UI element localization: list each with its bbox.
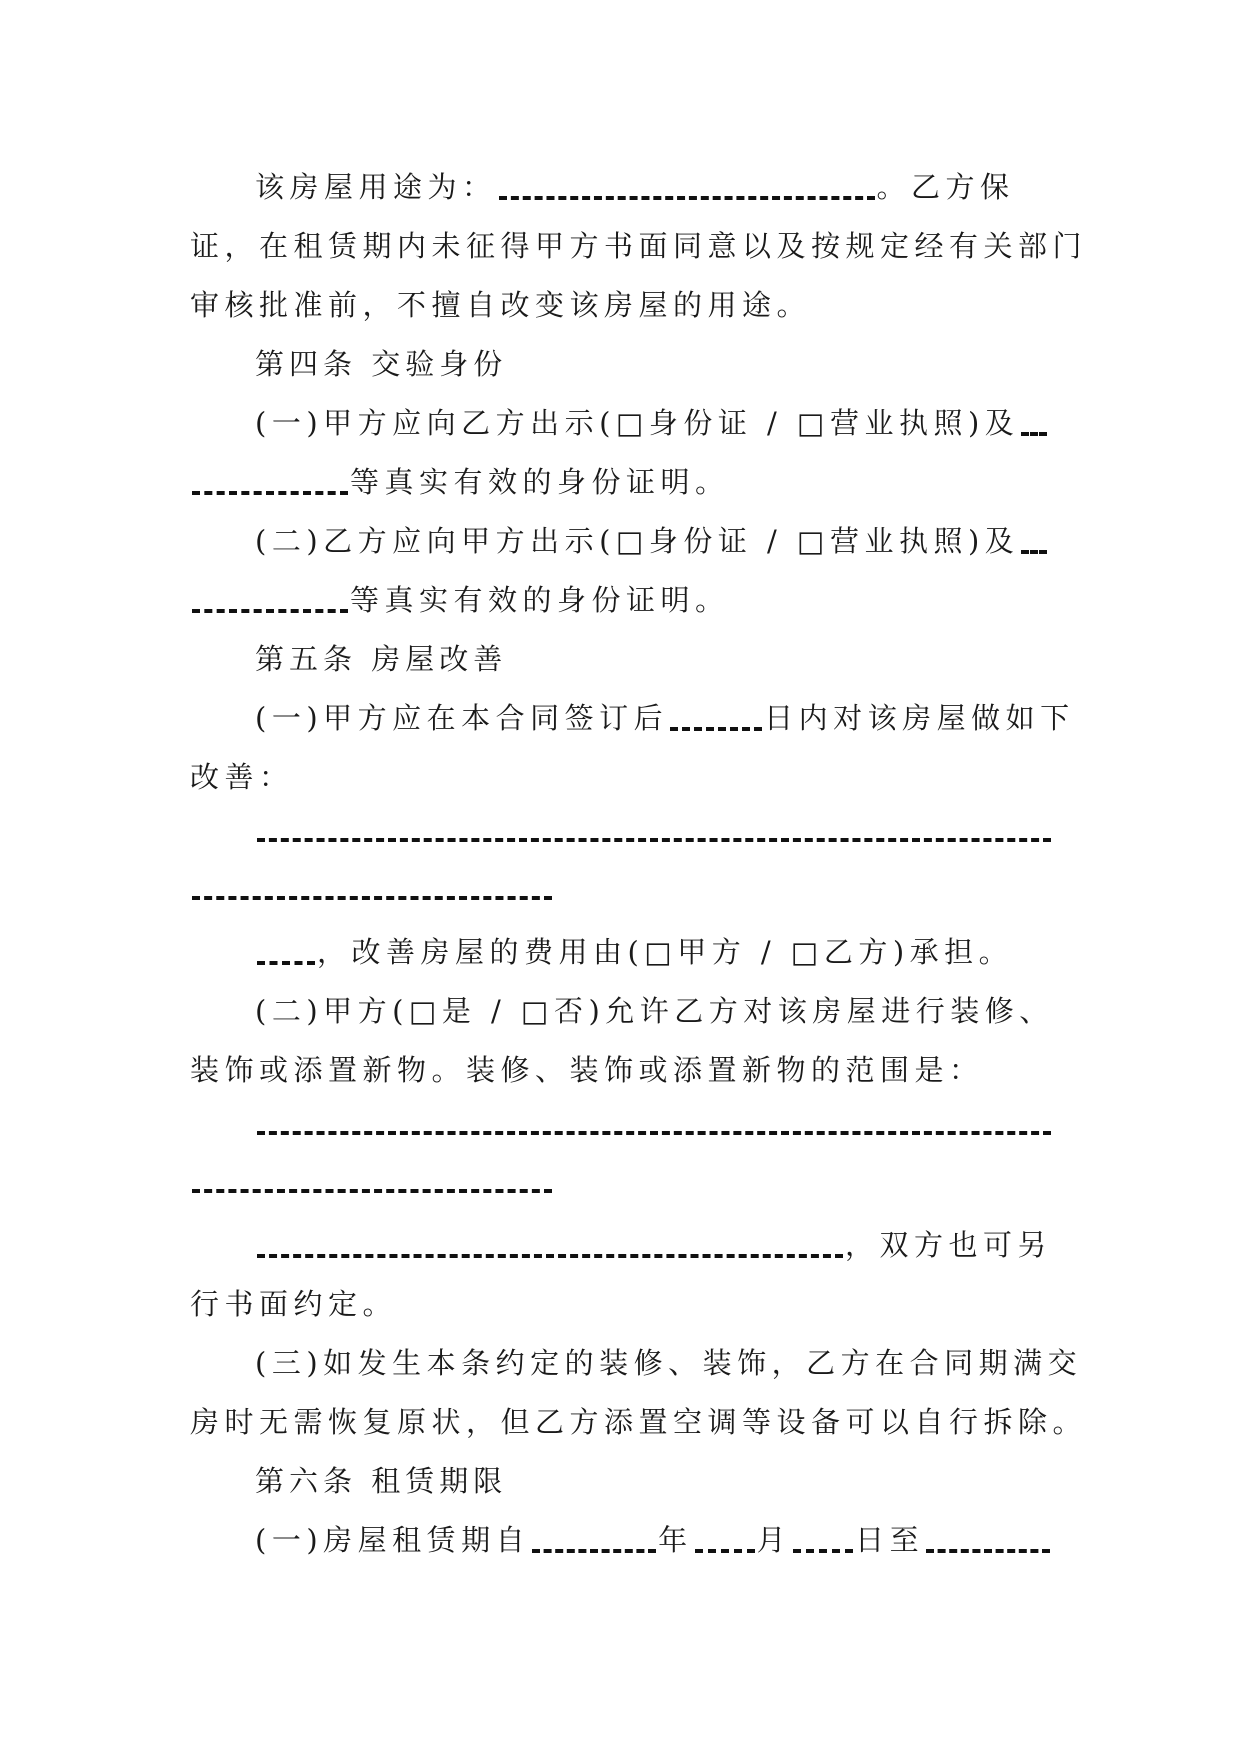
art4-item2-blank-b[interactable] xyxy=(190,580,350,620)
art5-cost-text: ，改善房屋的费用由(□甲方 / □乙方)承担。 xyxy=(317,935,1014,969)
art4-item1-blank-a[interactable] xyxy=(1019,403,1049,443)
art5-item1-line xyxy=(255,698,1075,738)
art5-agree-line xyxy=(255,1225,1052,1265)
art5-days-blank[interactable] xyxy=(668,698,764,738)
art5-item2-line-2: 装饰或添置新物。装修、装饰或添置新物的范围是： xyxy=(190,1053,984,1087)
article-4-title: 第四条 交验身份 xyxy=(255,347,508,381)
day-to-label: 日至 xyxy=(855,1523,925,1557)
art4-item2-tail: 等真实有效的身份证明。 xyxy=(350,583,730,617)
usage-label: 该房屋用途为： xyxy=(255,170,497,204)
year-label: 年 xyxy=(658,1523,693,1557)
art5-item1-text: (一)甲方应在本合同签订后 xyxy=(255,701,669,735)
article-6-title: 第六条 租赁期限 xyxy=(255,1464,508,1498)
art4-item2-line-2 xyxy=(190,580,730,620)
art4-item2-blank-a[interactable] xyxy=(1019,521,1049,561)
art5-item2-line: (二)甲方(□是 / □否)允许乙方对该房屋进行装修、 xyxy=(255,994,1054,1028)
usage-line xyxy=(255,167,1015,207)
improvement-blank-1[interactable] xyxy=(257,838,1051,842)
art6-item1-line xyxy=(255,1520,1052,1560)
start-day-blank[interactable] xyxy=(791,1520,855,1560)
art4-item1-line xyxy=(255,403,1049,443)
art5-item1-line-2: 改善： xyxy=(190,760,294,794)
art5-item1-tail: 日内对该房屋做如下 xyxy=(764,701,1075,735)
improvement-blank-2[interactable] xyxy=(192,896,552,900)
month-label: 月 xyxy=(756,1523,792,1557)
art4-item1-blank-b[interactable] xyxy=(190,462,350,502)
art4-item1-text: (一)甲方应向乙方出示(□身份证 / □营业执照)及 xyxy=(255,406,1020,440)
usage-blank[interactable] xyxy=(497,167,877,207)
art6-item1-text: (一)房屋租赁期自 xyxy=(255,1523,531,1557)
art5-agree-text: ，双方也可另 xyxy=(845,1228,1053,1262)
start-year-blank[interactable] xyxy=(530,1520,658,1560)
decoration-scope-blank-3[interactable] xyxy=(255,1225,845,1265)
art5-item3-line-2: 房时无需恢复原状，但乙方添置空调等设备可以自行拆除。 xyxy=(190,1405,1088,1439)
end-year-blank[interactable] xyxy=(924,1520,1052,1560)
art4-item1-tail: 等真实有效的身份证明。 xyxy=(350,465,730,499)
start-month-blank[interactable] xyxy=(693,1520,757,1560)
art4-item2-text: (二)乙方应向甲方出示(□身份证 / □营业执照)及 xyxy=(255,524,1020,558)
usage-text-line-2: 证，在租赁期内未征得甲方书面同意以及按规定经有关部门 xyxy=(190,229,1088,263)
decoration-scope-blank-2[interactable] xyxy=(192,1189,552,1193)
art4-item1-line-2 xyxy=(190,462,730,502)
art5-agree-line-2: 行书面约定。 xyxy=(190,1287,398,1321)
art5-item3-line: (三)如发生本条约定的装修、装饰，乙方在合同期满交 xyxy=(255,1346,1083,1380)
decoration-scope-blank-1[interactable] xyxy=(257,1131,1051,1135)
usage-tail: 。乙方保 xyxy=(876,170,1015,204)
art5-cost-line xyxy=(255,932,1013,972)
art4-item2-line xyxy=(255,521,1049,561)
improvement-blank-3[interactable] xyxy=(255,932,317,972)
usage-text-line-3: 审核批准前，不擅自改变该房屋的用途。 xyxy=(190,288,812,322)
article-5-title: 第五条 房屋改善 xyxy=(255,642,508,676)
